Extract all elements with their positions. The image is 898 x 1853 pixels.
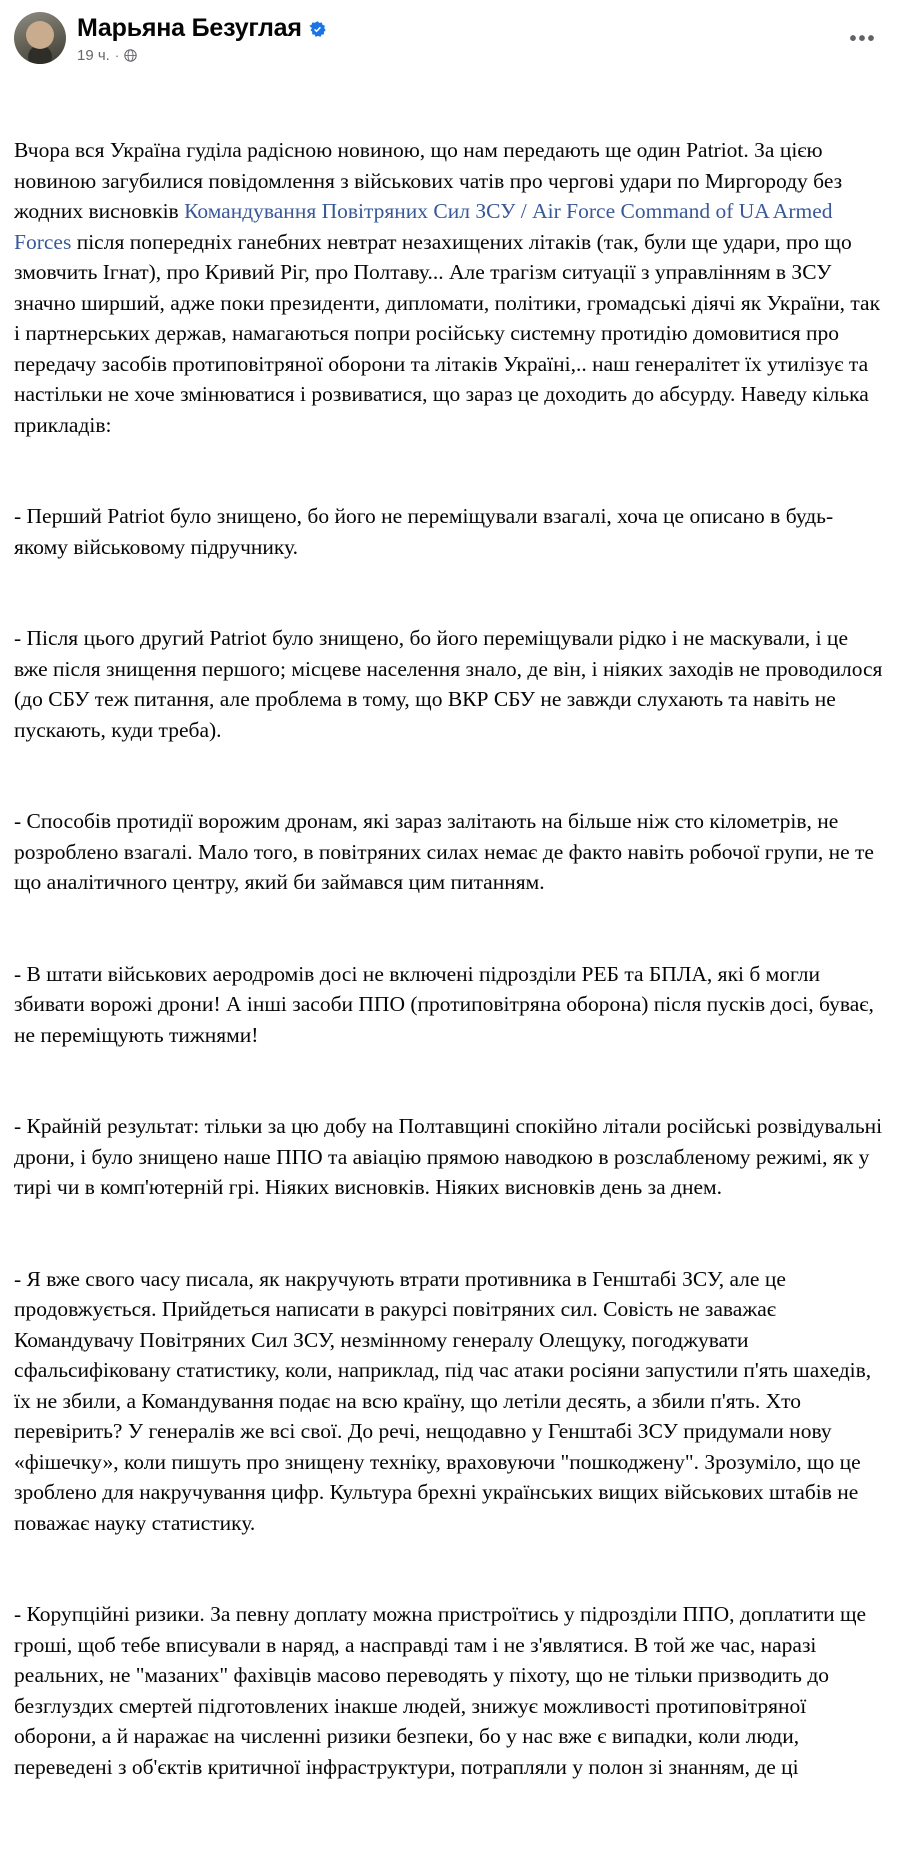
post-text-intro: Вчора вся Україна гудiла радiсною новиною, що нам передають ще один Patriot. За цiєю новиною загубилися повiдомлення з вiйськових чатiв про черговi удари по Миргороду без жодних висновкiв [14, 138, 848, 223]
verified-badge-icon [308, 20, 327, 39]
post-paragraph-2: - Перший Patriot було знищено, бо його не перемiщували взагалi, хоча це описано в будь-якому вiйськовому пiдручнику. [14, 504, 834, 559]
post-timestamp[interactable]: 19 ч. [77, 46, 110, 64]
post-paragraph-8: - Корупцiйнi ризики. За певну доплату можна пристроїтись у пiдроздiли ППО, доплатити ще грошi, щоб тебе вписували в наряд, а насправдi там i не з'являтися. В той же час, наразi реальних, не "мазаних" фахiвцiв масово переводять у пiхоту, що не тiльки призводить до безглуздих смертей пiдготовлених iнакше людей, знижує можливостi протиповiтряної оборони, а й наражає на численнi ризики безпеки, бо у нас вже є випадки, коли люди, переведенi з об'єктiв критичної iнфраструктури, потрапляли у полон зi знанням, де цi [14, 1602, 872, 1779]
post-body [0, 68, 898, 1853]
avatar[interactable] [14, 12, 66, 64]
post-meta [77, 47, 327, 64]
author-name-row [77, 14, 327, 43]
post-paragraph-5: - В штати вiйськових аеродромiв досi не включенi пiдроздiли РЕБ та БПЛА, якi б могли збивати ворожi дрони! А iншi засоби ППО (протиповiтряна оборона) пiсля пускiв досi, буває, не перемiщують тижнями! [14, 961, 880, 1047]
post-paragraph-7: - Я вже свого часу писала, як накручують втрати противника в Генштабi ЗСУ, але це продовжується. Прийдеться написати в ракурсi повiтряних сил. Совiсть не заважає Командувачу Повiтряних Сил ЗСУ, незмiнному генералу Олещуку, погоджувати сфальсифiковану статистику, коли, наприклад, пiд час атаки росiяни запустили п'ять шахедiв, їх не збили, а Командування подає на всю країну, що летiли десять, а збили п'ять. Хто перевiрить? У генералiв же всi свої. До речi, нещодавно у Генштабi ЗСУ придумали нову «фiшечку», коли пишуть про знищену технiку, враховуючи "пошкоджену". Зрозумiло, що це зроблено для накручування цифр. Культура брехнi українських вищих вiйськових штабiв не поважає науку статистику. [14, 1266, 877, 1535]
author-name[interactable]: Марьяна Безуглая [77, 14, 302, 42]
globe-icon [124, 49, 137, 62]
post-options-menu-button[interactable] [846, 22, 880, 56]
post-paragraph-3: - Пiсля цього другий Patriot було знищено, бо його перемiщували рiдко i не маскували, i це вже пiсля знищення першого; мiсцеве населення знало, де вiн, i нiяких заходiв не проводилося (до СБУ теж питання, але проблема в тому, що ВКР СБУ не завжди слухають та навiть не пускають, куди треба). [14, 626, 888, 742]
post-paragraph-6: - Крайнiй результат: тiльки за цю добу на Полтавщинi спокiйно лiтали росiйськi розвiдувальнi дрони, i було знищено наше ППО та авiацiю прямою наводкою в розслабленому режимi, як у тирi чи в комп'ютернiй грi. Нiяких висновкiв. Нiяких висновкiв день за днем. [14, 1114, 888, 1199]
ellipsis-icon: ••• [849, 28, 877, 50]
mention-link-air-force-command[interactable]: Командування Повiтряних Сил ЗСУ / Air Force Command of UA Armed Forces [14, 199, 838, 254]
post-paragraph-1 [14, 135, 884, 440]
meta-separator: · [114, 47, 120, 63]
post-text-intro-cont: пiсля попереднiх ганебних невтрат незахищених лiтакiв (так, були ще удари, про що змовчить Iгнат), про Кривий Рiг, про Полтаву... Але трагiзм ситуацiї з управлiнням в ЗСУ значно ширший, адже поки президенти, дипломати, полiтики, громадськi дiячi як України, так i партнерських держав, намагаються попри росiйську системну протидiю домовитися про передачу засобiв протиповiтряної оборони та лiтакiв Українi,.. наш генералiтет їх утилiзує та настiльки не хоче змiнюватися i розвиватися, що зараз це доходить до абсурду. Наведу кiлька прикладiв: [14, 229, 886, 437]
post-paragraph-4: - Способiв протидiї ворожим дронам, якi зараз залiтають на бiльше нiж сто кiлометрiв, не розроблено взагалi. Мало того, в повiтряних силах немає де факто навiть робочої групи, не те що аналiтичного центру, який би займався цим питанням. [14, 809, 880, 894]
post-author-block [77, 12, 327, 64]
post-header [0, 0, 898, 68]
